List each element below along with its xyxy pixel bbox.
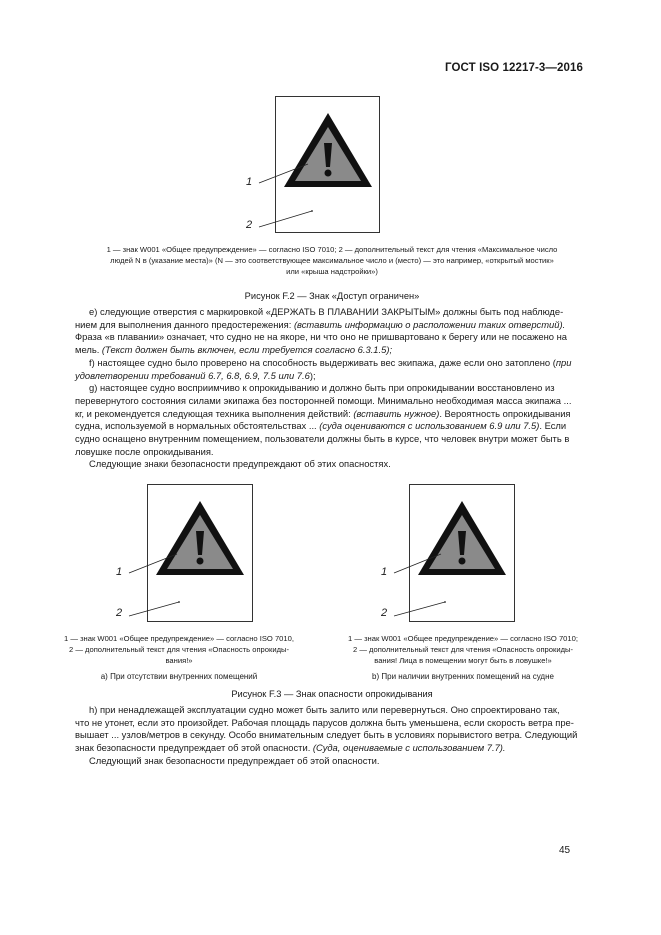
para-signs-1: Следующие знаки безопасности предупреждают об этих опасностях. xyxy=(89,458,391,470)
para-f-text: f) настоящее судно было проверено на способность выдерживать вес экипажа, даже если оно затоплено ( xyxy=(89,356,556,368)
figure-f3a-legend xyxy=(40,633,318,666)
figure-f3b-callout-2: 2 xyxy=(381,607,388,619)
figure-f3b-subcaption: b) При наличии внутренних помещений на судне xyxy=(372,672,554,681)
para-f-italic: при xyxy=(555,356,572,368)
figure-f3b-callout-1: 1 xyxy=(381,566,388,578)
figure-f2-legend xyxy=(40,244,624,277)
para-e-line: e) следующие отверстия с маркировкой «ДЕРЖАТЬ В ПЛАВАНИИ ЗАКРЫТЫМ» должны быть под наблюде- xyxy=(89,306,564,317)
para-h-line xyxy=(75,742,585,755)
figure-f3b-legend-line: 2 — дополнительный текст для чтения «Опасность опрокиды- xyxy=(353,645,573,654)
para-h-italic: (Суда, оцениваемые с использованием 7.7). xyxy=(312,742,506,754)
figure-f3a-callout-2: 2 xyxy=(116,607,123,619)
figure-f3a-callout-1: 1 xyxy=(116,566,123,578)
figure-f3b-legend xyxy=(318,633,608,666)
figure-f2-legend-line: или «крыша надстройки») xyxy=(286,267,378,276)
para-g-italic: (суда оцениваются с использованием 6.9 или 7.5) xyxy=(319,420,540,432)
para-g-italic: (вставить нужное) xyxy=(353,407,440,419)
para-signs-2: Следующий знак безопасности предупреждает об этой опасности. xyxy=(89,754,380,766)
para-e-text: нием для выполнения данного предостережения: xyxy=(75,318,294,330)
para-g-text: кг, и рекомендуется следующая техника выполнения действий: xyxy=(75,407,354,419)
figure-f2-leader-lines xyxy=(245,150,325,240)
para-f-line xyxy=(75,357,585,370)
para-f-text: ); xyxy=(309,369,316,381)
body-text-block-1 xyxy=(75,306,585,471)
para-g-text: . Вероятность опрокидывания xyxy=(439,407,571,419)
para-f-line xyxy=(75,370,585,383)
figure-f3b-legend-line: 1 — знак W001 «Общее предупреждение» — согласно ISO 7010; xyxy=(348,634,578,643)
figure-f2-legend-line: людей N в (указание места)» (N — это соответствующее максимальное число и (место) — это например, «открытый мостик» xyxy=(110,256,554,265)
para-h-line: h) при ненадлежащей эксплуатации судно может быть залито или перевернуться. Оно спроектировано так, xyxy=(89,704,560,715)
figure-f3a-subcaption: а) При отсутствии внутренних помещений xyxy=(100,672,258,681)
figure-f3-caption: Рисунок F.3 — Знак опасности опрокидывания xyxy=(231,689,433,699)
para-h-text: знак безопасности предупреждает об этой опасности. xyxy=(75,742,313,754)
para-g-line: ловушке после опрокидывания. xyxy=(75,445,214,457)
para-g-line xyxy=(75,420,585,433)
figure-f2-caption: Рисунок F.2 — Знак «Доступ ограничен» xyxy=(244,291,420,301)
para-h-line: что не утонет, если это произойдет. Рабочая площадь парусов должна быть уменьшена, если скорость ветра пре- xyxy=(75,716,574,728)
para-g-line: судно оснащено внутренним помещением, пользователи должны быть в курсе, что человек внутри может быть в xyxy=(75,433,570,445)
body-text-block-2 xyxy=(75,704,585,768)
para-e-line xyxy=(75,319,585,332)
para-g-text: . Если xyxy=(539,420,567,432)
para-f-italic: удовлетворении требований 6.7, 6.8, 6.9, 7.5 или 7.6 xyxy=(75,369,310,381)
figure-f3a-legend-line: 2 — дополнительный текст для чтения «Опасность опрокиды- xyxy=(69,645,289,654)
figure-f2-legend-line: 1 — знак W001 «Общее предупреждение» — согласно ISO 7010; 2 — дополнительный текст для чтения «Максимальное число xyxy=(106,245,558,254)
para-g-text: судна, используемой в нормальных обстоятельствах ... xyxy=(75,420,320,432)
para-e-line xyxy=(75,344,585,357)
page-number: 45 xyxy=(559,845,571,856)
para-e-line: Фраза «в плавании» означает, что судно не на якоре, ни что оно не пришвартовано к берегу или не посажено на xyxy=(75,331,567,343)
figure-f3b-leader-lines xyxy=(380,540,460,630)
document-header: ГОСТ ISO 12217-3—2016 xyxy=(445,62,583,74)
figure-f3b-legend-line: вания! Лица в помещении могут быть в ловушке!» xyxy=(374,656,552,665)
para-e-text: мель. xyxy=(75,344,102,356)
figure-f2-callout-1: 1 xyxy=(246,176,253,188)
para-g-line: g) настоящее судно восприимчиво к опрокидыванию и должно быть при опрокидывании восстановлено из xyxy=(89,382,555,394)
para-g-line: перевернутого состояния силами экипажа без посторонней помощи. Минимально необходимая масса экипажа ... xyxy=(75,394,572,406)
para-g-line xyxy=(75,408,585,421)
figure-f3a-leader-lines xyxy=(115,540,195,630)
figure-f3a-legend-line: вания!» xyxy=(165,656,193,665)
figure-f2-callout-2: 2 xyxy=(246,219,253,231)
figure-f3a-legend-line: 1 — знак W001 «Общее предупреждение» — согласно ISO 7010, xyxy=(64,634,294,643)
para-e-italic: (Текст должен быть включен, если требуется согласно 6.3.1.5); xyxy=(101,344,393,356)
para-e-italic: (вставить информацию о расположении таких отверстий). xyxy=(293,318,566,330)
para-h-line: вышает ... узлов/метров в секунду. Особо внимательным следует быть в условиях порывистого ветра. Следующий xyxy=(75,729,578,741)
